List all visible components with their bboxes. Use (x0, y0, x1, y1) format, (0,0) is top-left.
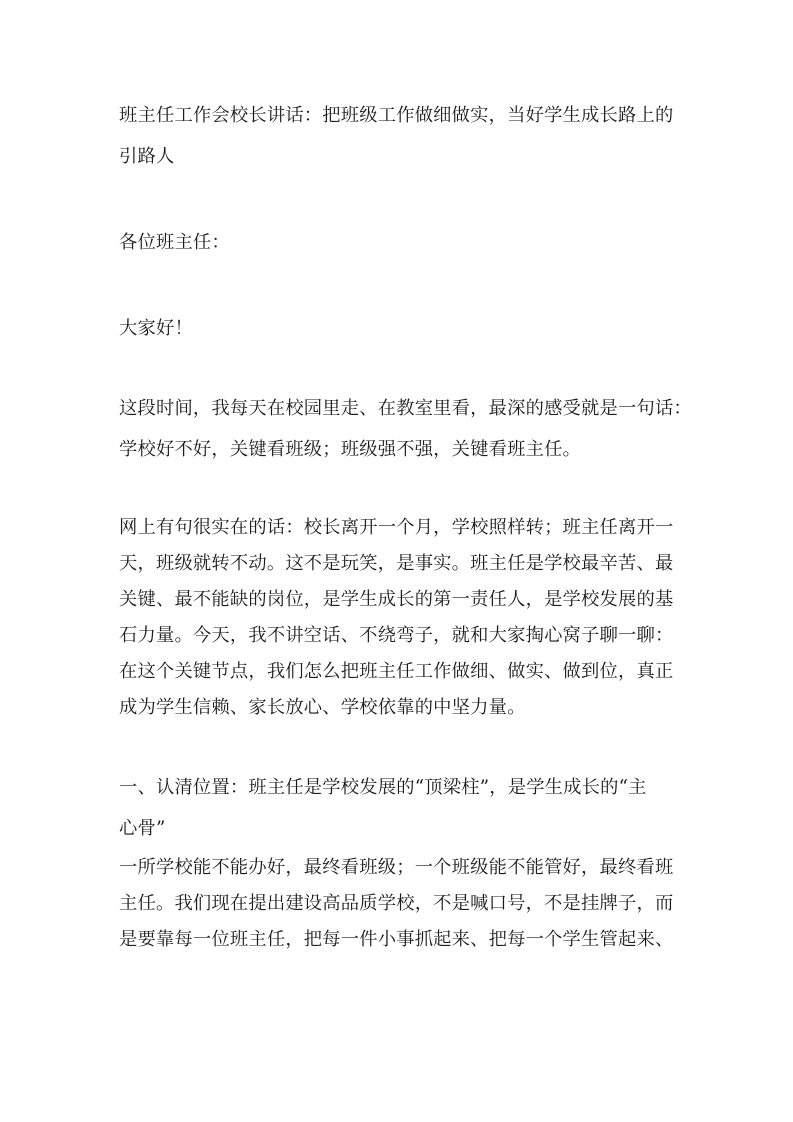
paragraph-2-line-4: 石力量。今天，我不讲空话、不绕弯子，就和大家掏心窝子聊一聊： (119, 625, 674, 646)
section-1-body-line-2: 主任。我们现在提出建设高品质学校，不是喊口号，不是挂牌子，而 (119, 893, 674, 914)
section-1-body-line-3: 是要靠每一位班主任，把每一件小事抓起来、把每一个学生管起来、 (119, 929, 674, 950)
paragraph-2-line-3: 关键、最不能缺的岗位，是学生成长的第一责任人，是学校发展的基 (119, 589, 674, 610)
paragraph-2-line-1: 网上有句很实在的话：校长离开一个月，学校照样转；班主任离开一 (119, 517, 674, 538)
paragraph-2-line-6: 成为学生信赖、家长放心、学校依靠的中坚力量。 (119, 697, 526, 718)
section-1-heading-line-2: 心骨” (119, 818, 166, 839)
paragraph-1-line-1: 这段时间，我每天在校园里走、在教室里看，最深的感受就是一句话： (119, 398, 692, 419)
paragraph-2-line-2: 天，班级就转不动。这不是玩笑，是事实。班主任是学校最辛苦、最 (119, 553, 674, 574)
document-title-line-1: 班主任工作会校长讲话：把班级工作做细做实，当好学生成长路上的 (119, 105, 674, 126)
greeting: 大家好！ (119, 318, 193, 339)
section-1-heading-line-1: 一、认清位置：班主任是学校发展的“顶梁柱”，是学生成长的“主 (119, 777, 647, 798)
paragraph-1-line-2: 学校好不好，关键看班级；班级强不强，关键看班主任。 (119, 439, 582, 460)
section-1-body-line-1: 一所学校能不能办好，最终看班级；一个班级能不能管好，最终看班 (119, 857, 674, 878)
document-title-line-2: 引路人 (119, 146, 175, 167)
salutation: 各位班主任： (119, 232, 230, 253)
paragraph-2-line-5: 在这个关键节点，我们怎么把班主任工作做细、做实、做到位，真正 (119, 661, 674, 682)
